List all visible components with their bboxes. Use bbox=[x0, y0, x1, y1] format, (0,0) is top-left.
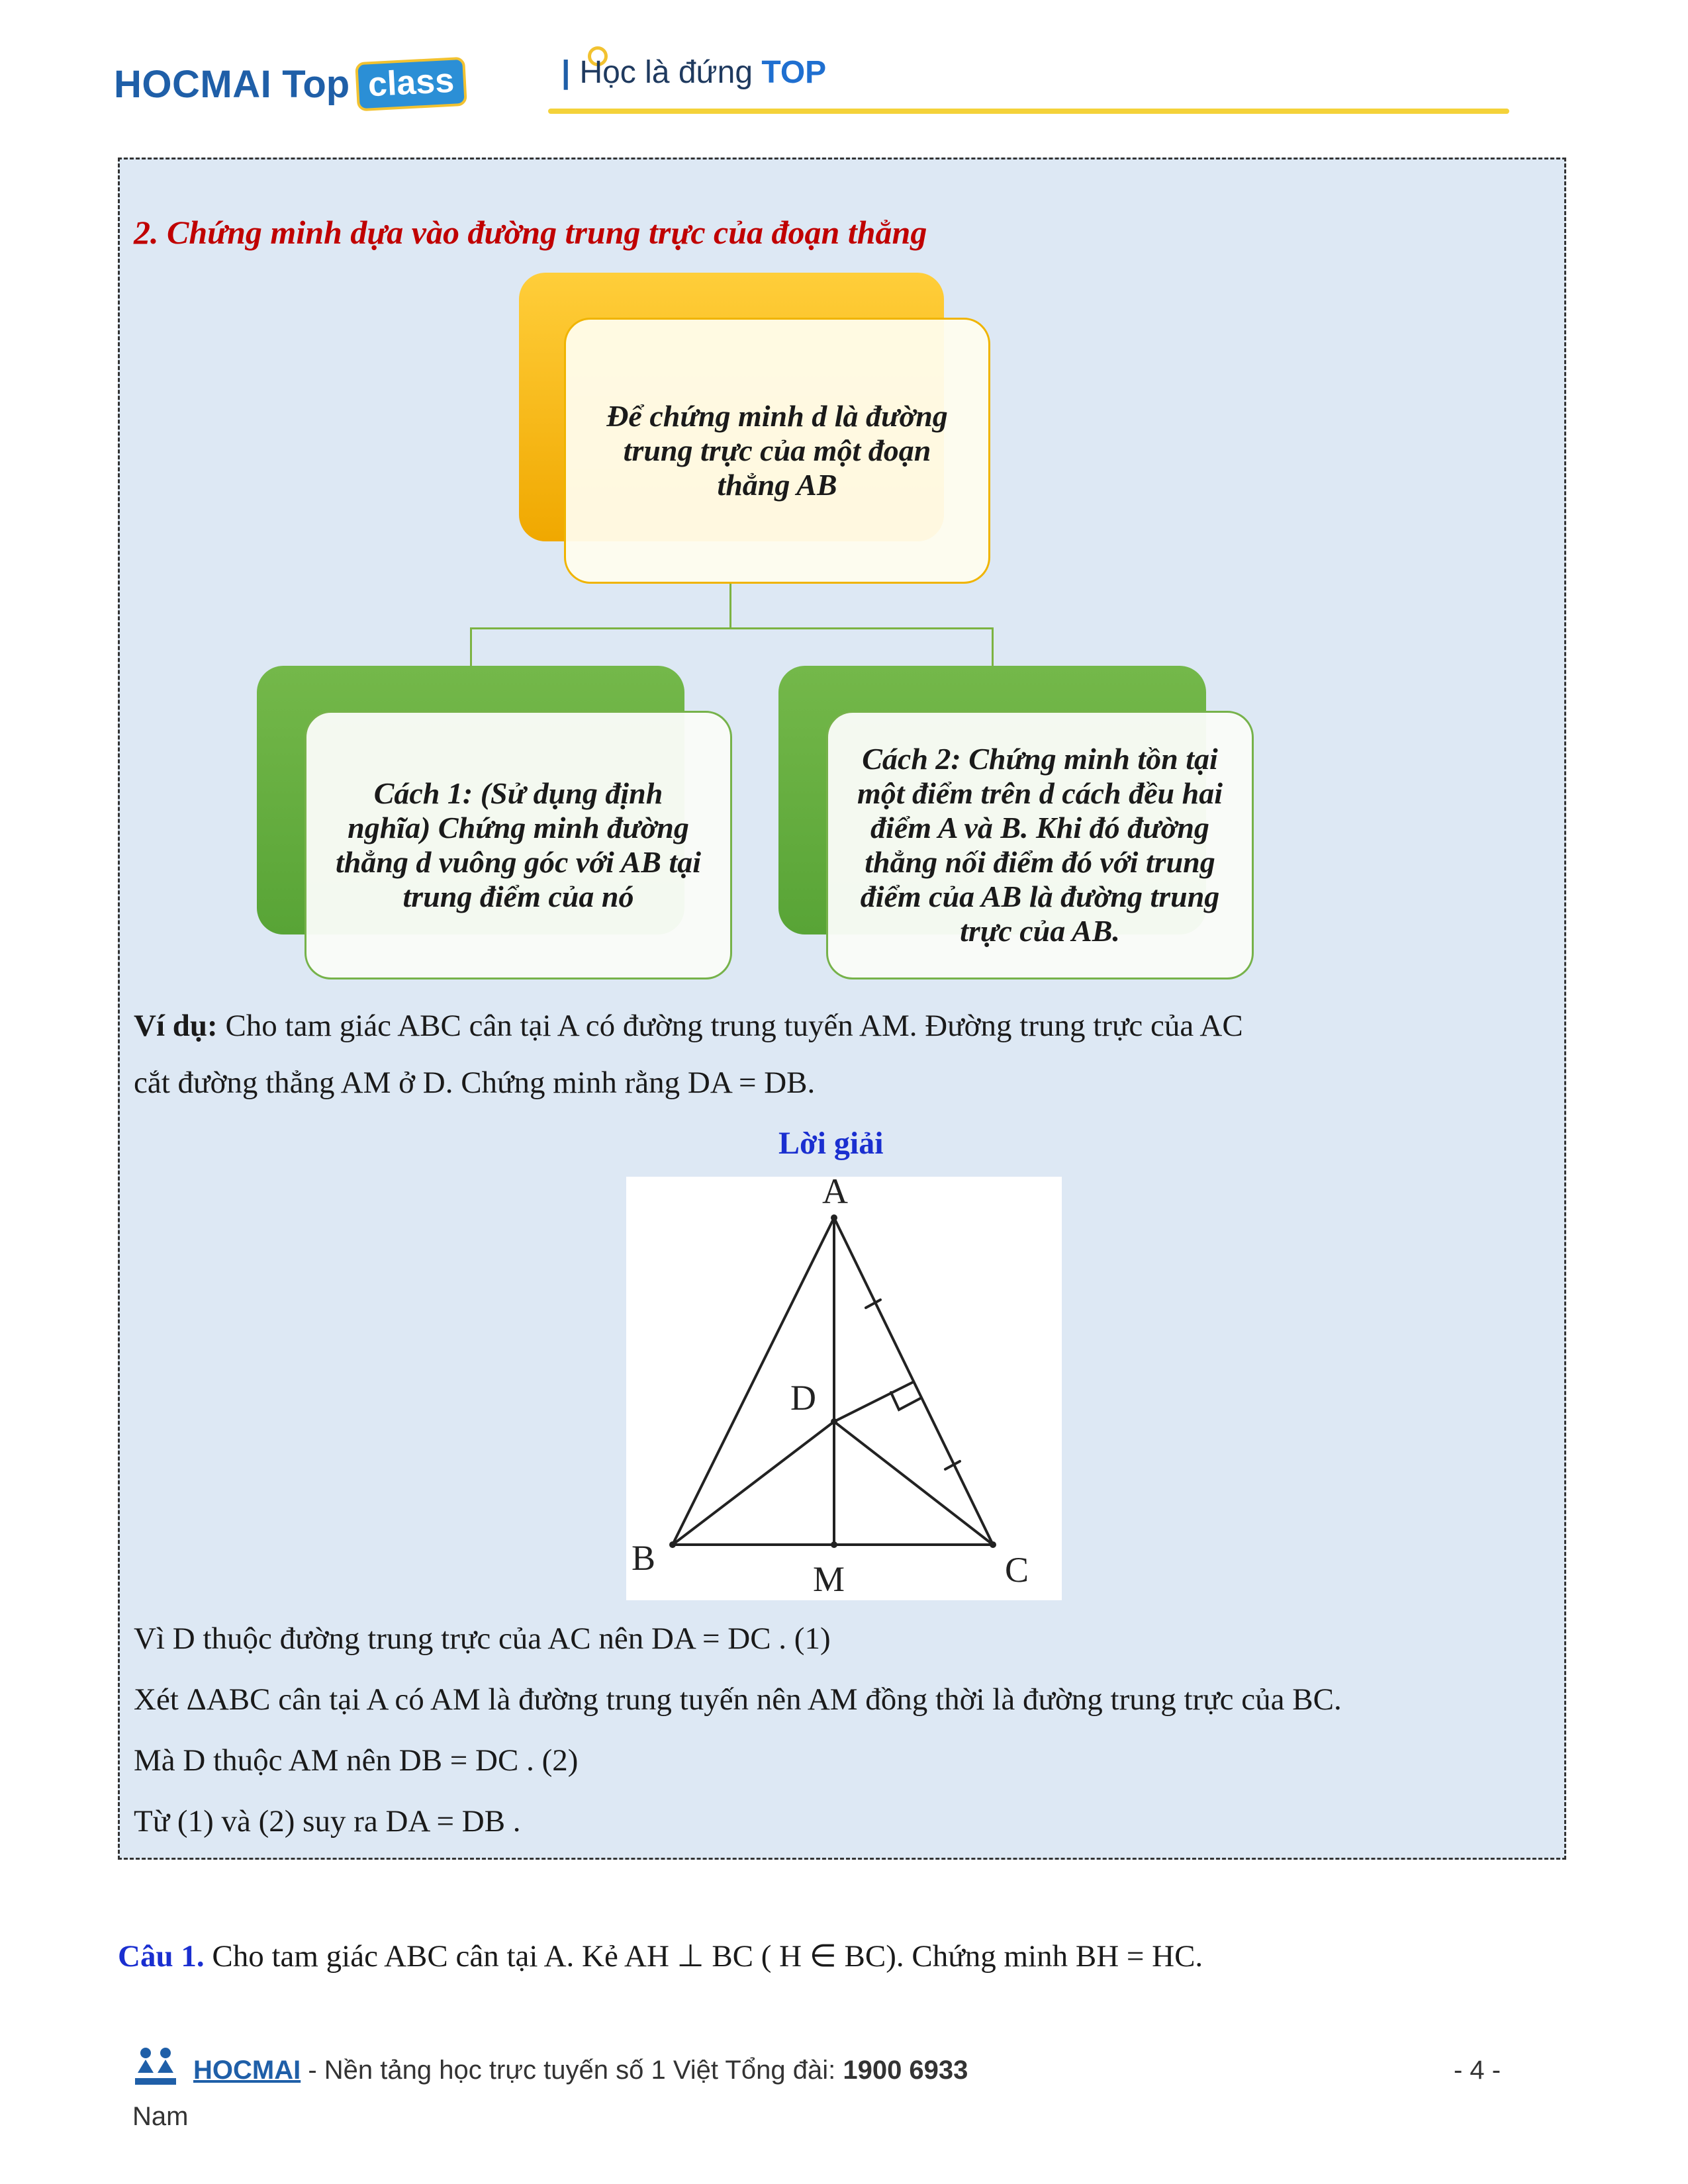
method2-text: Cách 2: Chứng minh tồn tại một điểm trên d cách đều hai điểm A và B. Khi đó đường thẳng nối điểm đó với trung điểm của AB là đường trung trực của AB. bbox=[857, 742, 1223, 948]
point-a bbox=[831, 1214, 837, 1221]
slogan-bar: | bbox=[561, 55, 571, 90]
solution-line-1: Vì D thuộc đường trung trực của AC nên DA = DC . (1) bbox=[134, 1621, 831, 1656]
solution-line-2: Xét ΔABC cân tại A có AM là đường trung tuyến nên AM đồng thời là đường trung trực của BC. bbox=[134, 1682, 1342, 1717]
triangle-figure bbox=[626, 1177, 1062, 1600]
connector-horizontal bbox=[470, 627, 993, 629]
footer-text-wrap: Nam bbox=[132, 2102, 189, 2131]
point-c bbox=[990, 1541, 996, 1548]
example-label: Ví dụ: bbox=[134, 1009, 218, 1043]
label-d: D bbox=[790, 1378, 816, 1418]
question-label: Câu 1. bbox=[118, 1939, 205, 1974]
segment-dc bbox=[834, 1422, 993, 1545]
hocmai-footer-logo-icon bbox=[132, 2044, 179, 2091]
method1-text: Cách 1: (Sử dụng định nghĩa) Chứng minh đường thẳng d vuông góc với AB tại trung điểm của nó bbox=[335, 776, 702, 913]
connector-vertical-root bbox=[729, 584, 731, 629]
hocmai-topclass-logo bbox=[114, 54, 466, 114]
logo-hocmai-text: HOCMAI bbox=[114, 62, 272, 106]
solution-line-3: Mà D thuộc AM nên DB = DC . (2) bbox=[134, 1743, 579, 1778]
label-a: A bbox=[822, 1177, 848, 1211]
example-line-1 bbox=[134, 1007, 1243, 1044]
logo-class-text: class bbox=[355, 57, 467, 112]
footer-text bbox=[193, 2056, 968, 2085]
solution-title: Lời giải bbox=[778, 1126, 884, 1161]
root-node-text: Để chứng minh d là đường trung trực của một đoạn thẳng AB bbox=[606, 399, 948, 502]
slogan-text: Học là đứng bbox=[579, 55, 753, 90]
header-underline bbox=[548, 109, 1509, 114]
page-number: - 4 - bbox=[1454, 2056, 1501, 2085]
method1-node bbox=[305, 711, 732, 979]
label-c: C bbox=[1005, 1550, 1029, 1590]
point-d bbox=[831, 1418, 837, 1425]
method2-node bbox=[826, 711, 1254, 979]
question-1 bbox=[118, 1938, 1203, 1975]
section-title: 2. Chứng minh dựa vào đường trung trực của đoạn thẳng bbox=[134, 214, 927, 251]
right-angle-mark bbox=[891, 1392, 921, 1410]
example-line-2: cắt đường thẳng AM ở D. Chứng minh rằng DA = DB. bbox=[134, 1066, 816, 1100]
solution-line-4: Từ (1) và (2) suy ra DA = DB . bbox=[134, 1804, 521, 1839]
footer-hotline: 1900 6933 bbox=[843, 2056, 968, 2085]
perpendicular-bisector bbox=[834, 1382, 914, 1422]
triangle-diagram bbox=[626, 1177, 1062, 1600]
footer-desc: - Nền tảng học trực tuyến số 1 Việt Tổng đài: bbox=[301, 2056, 843, 2085]
footer-brand-link[interactable]: HOCMAI bbox=[193, 2056, 301, 2085]
question-text: Cho tam giác ABC cân tại A. Kẻ AH ⊥ BC ( H ∈ BC). Chứng minh BH = HC. bbox=[204, 1939, 1203, 1974]
header-slogan bbox=[561, 54, 826, 91]
point-b bbox=[669, 1541, 676, 1548]
point-m bbox=[831, 1541, 837, 1548]
label-m: M bbox=[813, 1559, 845, 1599]
example-text-1: Cho tam giác ABC cân tại A có đường trung tuyến AM. Đường trung trực của AC bbox=[217, 1009, 1243, 1043]
segment-bd bbox=[673, 1422, 834, 1545]
connector-left bbox=[470, 627, 472, 666]
logo-top-text: Top bbox=[282, 62, 350, 106]
root-node bbox=[564, 318, 990, 584]
label-b: B bbox=[632, 1538, 656, 1578]
slogan-top: TOP bbox=[761, 55, 827, 90]
connector-right bbox=[992, 627, 994, 666]
